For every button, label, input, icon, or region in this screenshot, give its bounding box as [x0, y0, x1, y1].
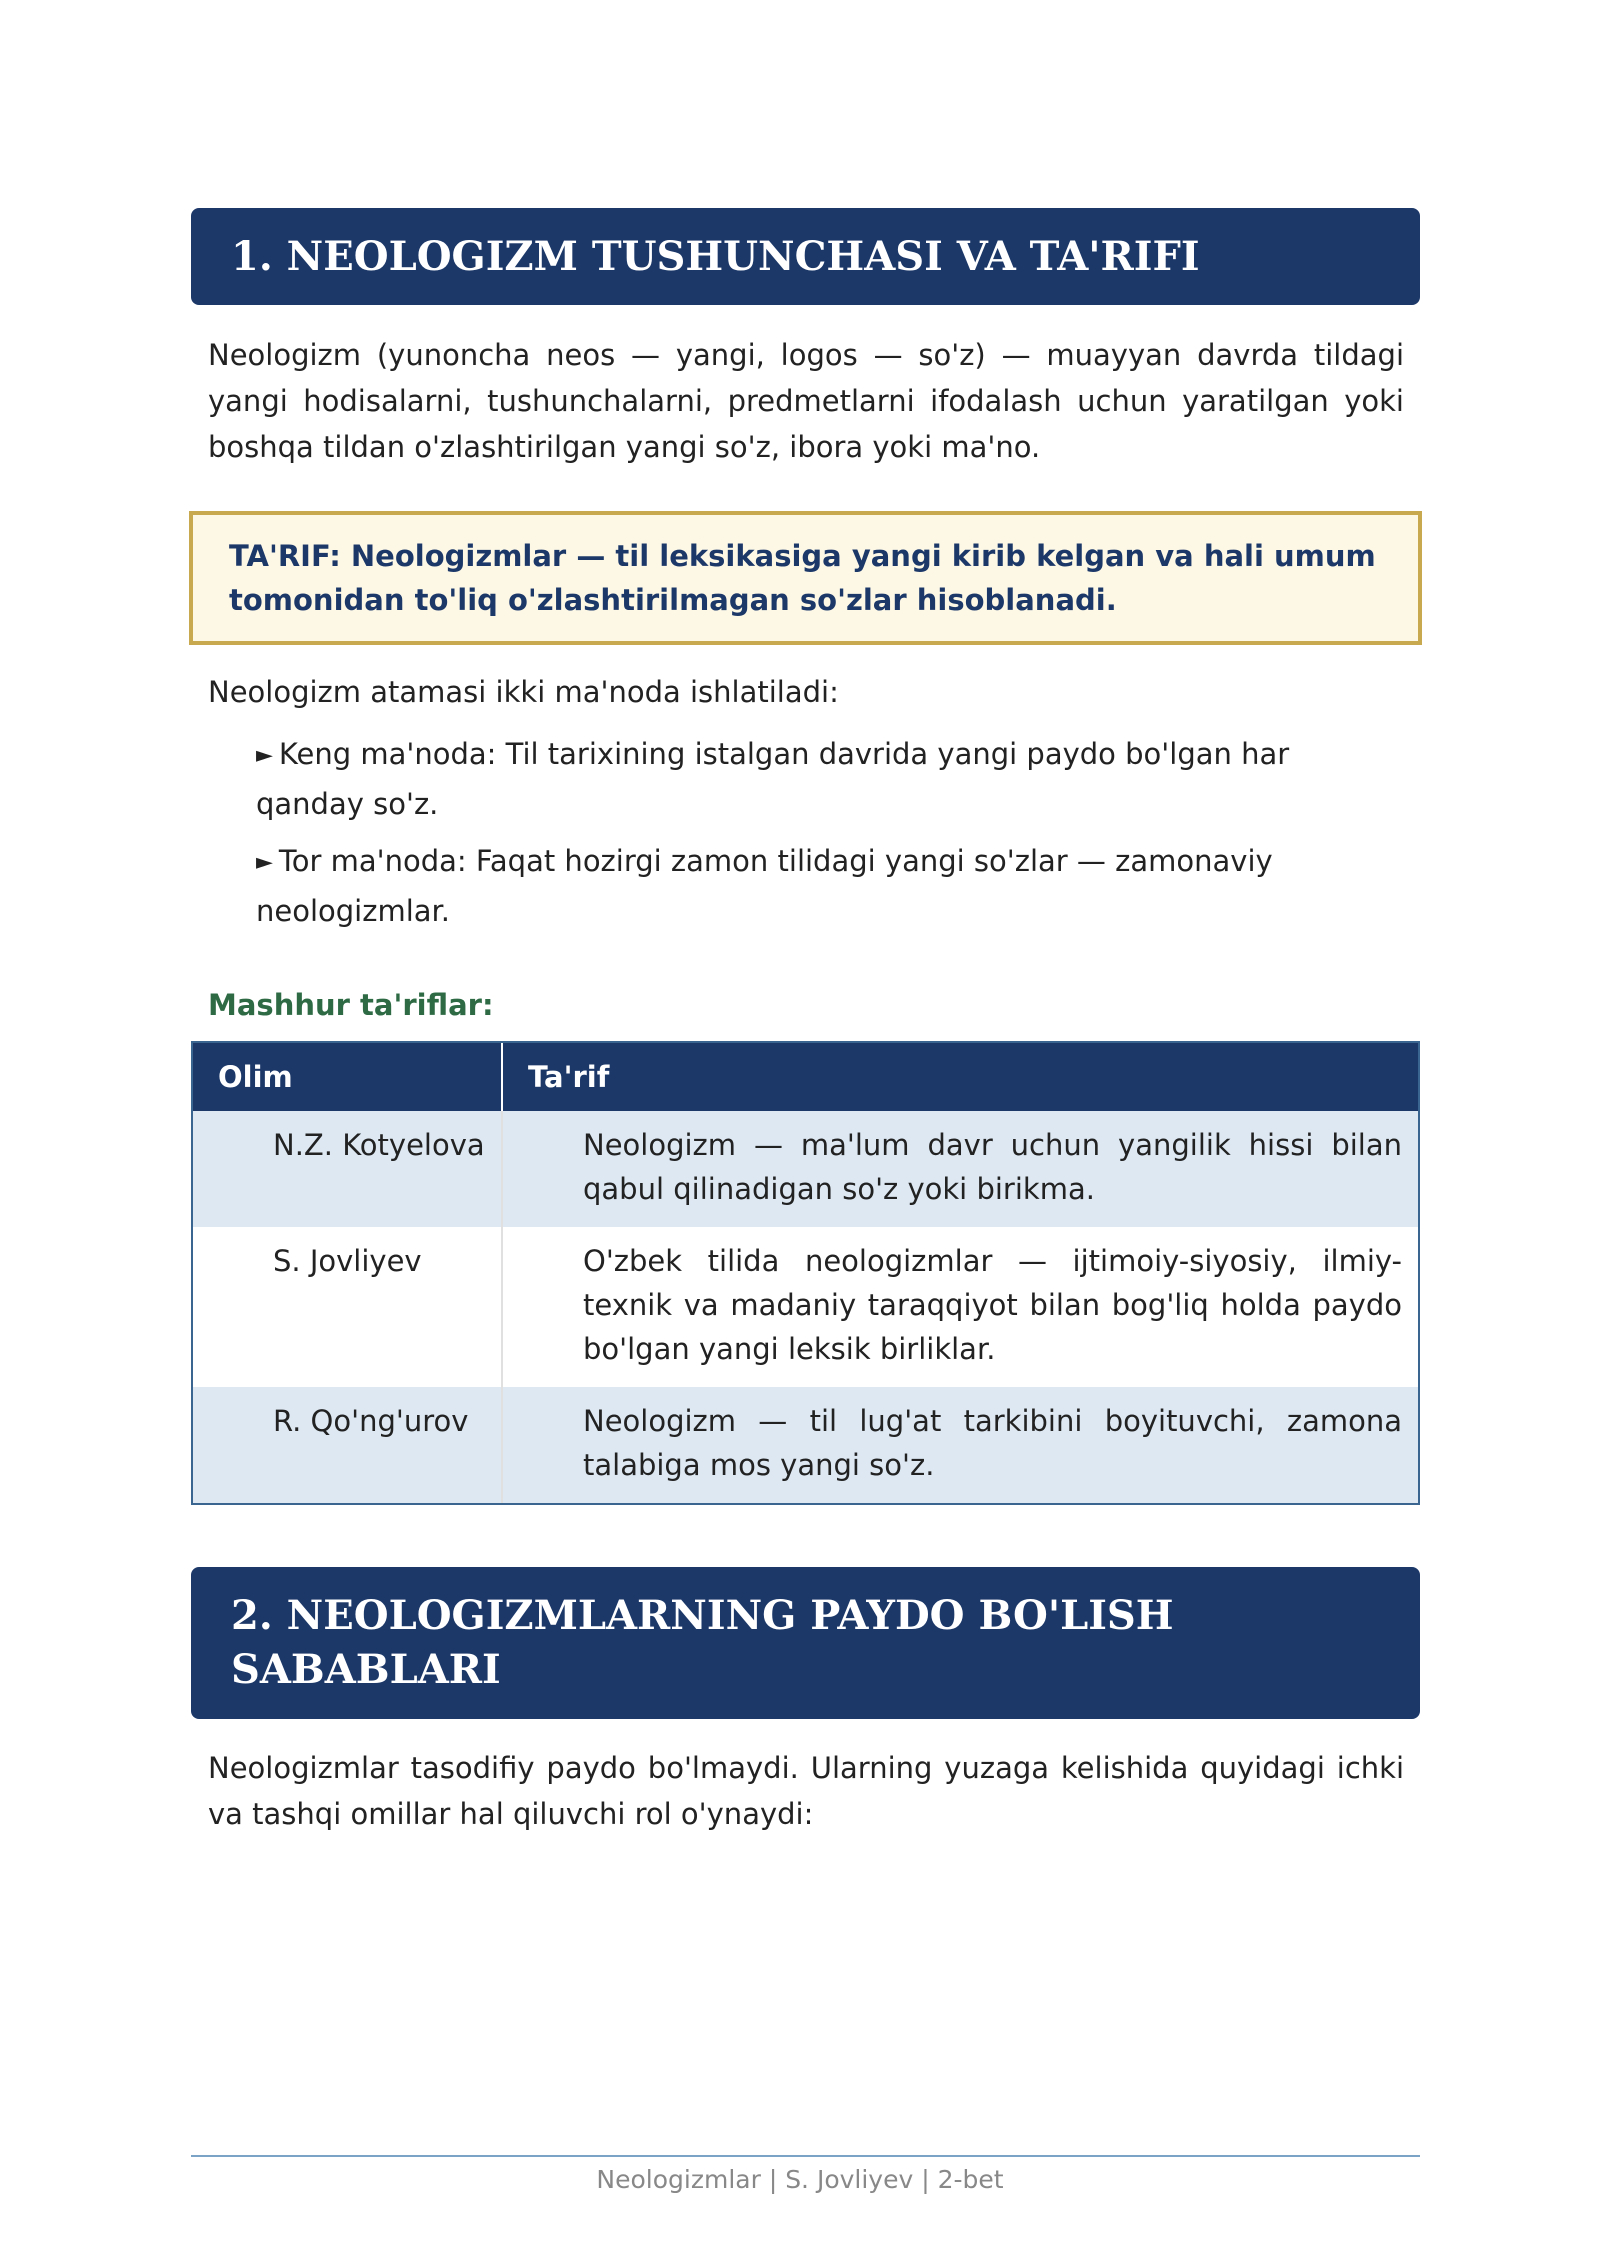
meanings-intro: Neologizm atamasi ikki ma'noda ishlatiladi:	[208, 675, 839, 709]
list-item	[256, 731, 1356, 827]
definitions-table	[191, 1041, 1420, 1505]
table-row	[193, 1387, 1418, 1503]
definition-cell: Neologizm — til lug'at tarkibini boyituvchi, zamona talabiga mos yangi so'z.	[502, 1387, 1418, 1503]
meanings-list	[256, 731, 1356, 945]
table-header-row	[193, 1043, 1418, 1111]
table-row	[193, 1111, 1418, 1227]
section-1-title: 1. NEOLOGIZM TUSHUNCHASI VA TA'RIFI	[191, 208, 1420, 305]
arrow-bullet-icon: ►	[256, 743, 273, 768]
scholar-cell: R. Qo'ng'urov	[193, 1387, 502, 1503]
bullet-text: Tor ma'noda: Faqat hozirgi zamon tilidagi yangi so'zlar — zamonaviy neologizmlar.	[256, 844, 1273, 928]
definition-box: TA'RIF: Neologizmlar — til leksikasiga yangi kirib kelgan va hali umum tomonidan to'liq o'zlashtirilmagan so'zlar hisoblanadi.	[189, 511, 1422, 645]
list-item	[256, 838, 1356, 934]
footer-divider	[191, 2155, 1420, 2157]
column-header-scholar: Olim	[193, 1043, 502, 1111]
definition-cell: Neologizm — ma'lum davr uchun yangilik hissi bilan qabul qilinadigan so'z yoki birikma.	[502, 1111, 1418, 1227]
bullet-text: Keng ma'noda: Til tarixining istalgan davrida yangi paydo bo'lgan har qanday so'z.	[256, 737, 1290, 821]
section-2-title: 2. NEOLOGIZMLARNING PAYDO BO'LISH SABABLARI	[191, 1567, 1420, 1719]
scholar-cell: N.Z. Kotyelova	[193, 1111, 502, 1227]
section-1-paragraph: Neologizm (yunoncha neos — yangi, logos — so'z) — muayyan davrda tildagi yangi hodisalarni, tushunchalarni, predmetlarni ifodalash uchun yaratilgan yoki boshqa tildan o'zlashtirilgan yangi so'z, ibora yoki ma'no.	[208, 338, 1404, 464]
section-2-paragraph: Neologizmlar tasodifiy paydo bo'lmaydi. Ularning yuzaga kelishida quyidagi ichki va tashqi omillar hal qiluvchi rol o'ynaydi:	[208, 1751, 1404, 1831]
page-footer: Neologizmlar | S. Jovliyev | 2-bet	[596, 2165, 1004, 2194]
definition-cell: O'zbek tilida neologizmlar — ijtimoiy-siyosiy, ilmiy-texnik va madaniy taraqqiyot bilan bog'liq holda paydo bo'lgan yangi leksik birliklar.	[502, 1227, 1418, 1387]
table-row	[193, 1227, 1418, 1387]
column-header-definition: Ta'rif	[502, 1043, 1418, 1111]
scholar-cell: S. Jovliyev	[193, 1227, 502, 1387]
table-heading: Mashhur ta'riflar:	[208, 988, 494, 1022]
arrow-bullet-icon: ►	[256, 850, 273, 875]
